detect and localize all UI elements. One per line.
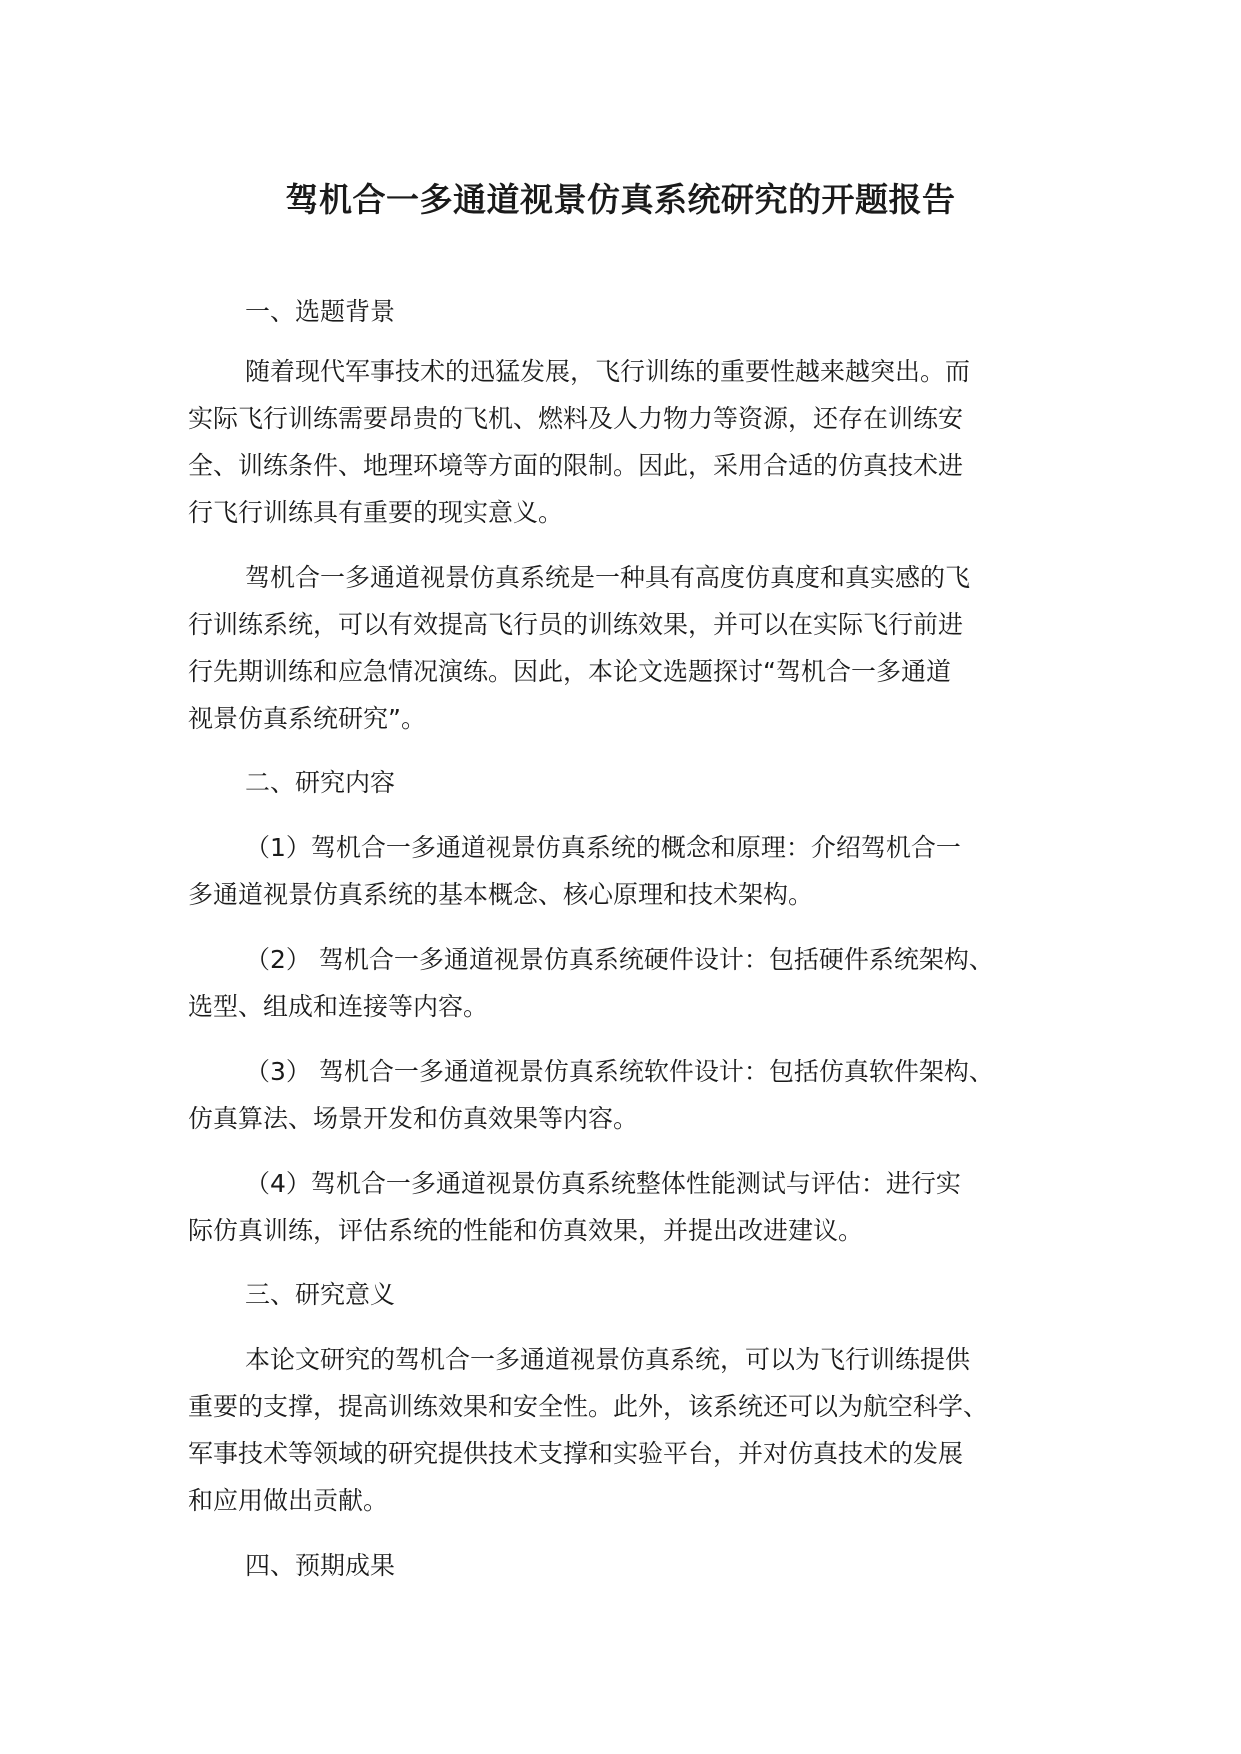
paragraph-line: 军事技术等领域的研究提供技术支撑和实验平台，并对仿真技术的发展: [188, 1439, 964, 1468]
list-item-line: （3） 驾机合一多通道视景仿真系统软件设计：包括仿真软件架构、: [245, 1057, 994, 1086]
section-heading-expected-results: 四、预期成果: [245, 1551, 396, 1580]
list-item-line: （1）驾机合一多通道视景仿真系统的概念和原理：介绍驾机合一: [245, 833, 961, 862]
paragraph-line: 行飞行训练具有重要的现实意义。: [188, 498, 564, 527]
document-title: 驾机合一多通道视景仿真系统研究的开题报告: [285, 180, 956, 219]
list-item-line: （2） 驾机合一多通道视景仿真系统硬件设计：包括硬件系统架构、: [245, 945, 994, 974]
list-item-line: 选型、组成和连接等内容。: [188, 992, 489, 1021]
list-item-line: 仿真算法、场景开发和仿真效果等内容。: [188, 1104, 639, 1133]
paragraph-line: 行先期训练和应急情况演练。因此，本论文选题探讨“驾机合一多通道: [188, 657, 951, 686]
paragraph-line: 本论文研究的驾机合一多通道视景仿真系统，可以为飞行训练提供: [245, 1345, 971, 1374]
list-item-line: 多通道视景仿真系统的基本概念、核心原理和技术架构。: [188, 880, 814, 909]
paragraph-line: 实际飞行训练需要昂贵的飞机、燃料及人力物力等资源，还存在训练安: [188, 404, 964, 433]
list-item-line: 际仿真训练，评估系统的性能和仿真效果，并提出改进建议。: [188, 1216, 864, 1245]
section-heading-content: 二、研究内容: [245, 768, 396, 797]
paragraph-line: 视景仿真系统研究”。: [188, 704, 426, 733]
paragraph-line: 全、训练条件、地理环境等方面的限制。因此，采用合适的仿真技术进: [188, 451, 964, 480]
paragraph-line: 重要的支撑，提高训练效果和安全性。此外，该系统还可以为航空科学、: [188, 1392, 989, 1421]
section-heading-significance: 三、研究意义: [245, 1280, 396, 1309]
paragraph-line: 驾机合一多通道视景仿真系统是一种具有高度仿真度和真实感的飞: [245, 563, 971, 592]
section-heading-background: 一、选题背景: [245, 297, 396, 326]
paragraph-line: 行训练系统，可以有效提高飞行员的训练效果，并可以在实际飞行前进: [188, 610, 964, 639]
list-item-line: （4）驾机合一多通道视景仿真系统整体性能测试与评估：进行实: [245, 1169, 961, 1198]
paragraph-line: 和应用做出贡献。: [188, 1486, 389, 1515]
paragraph-line: 随着现代军事技术的迅猛发展，飞行训练的重要性越来越突出。而: [245, 357, 971, 386]
